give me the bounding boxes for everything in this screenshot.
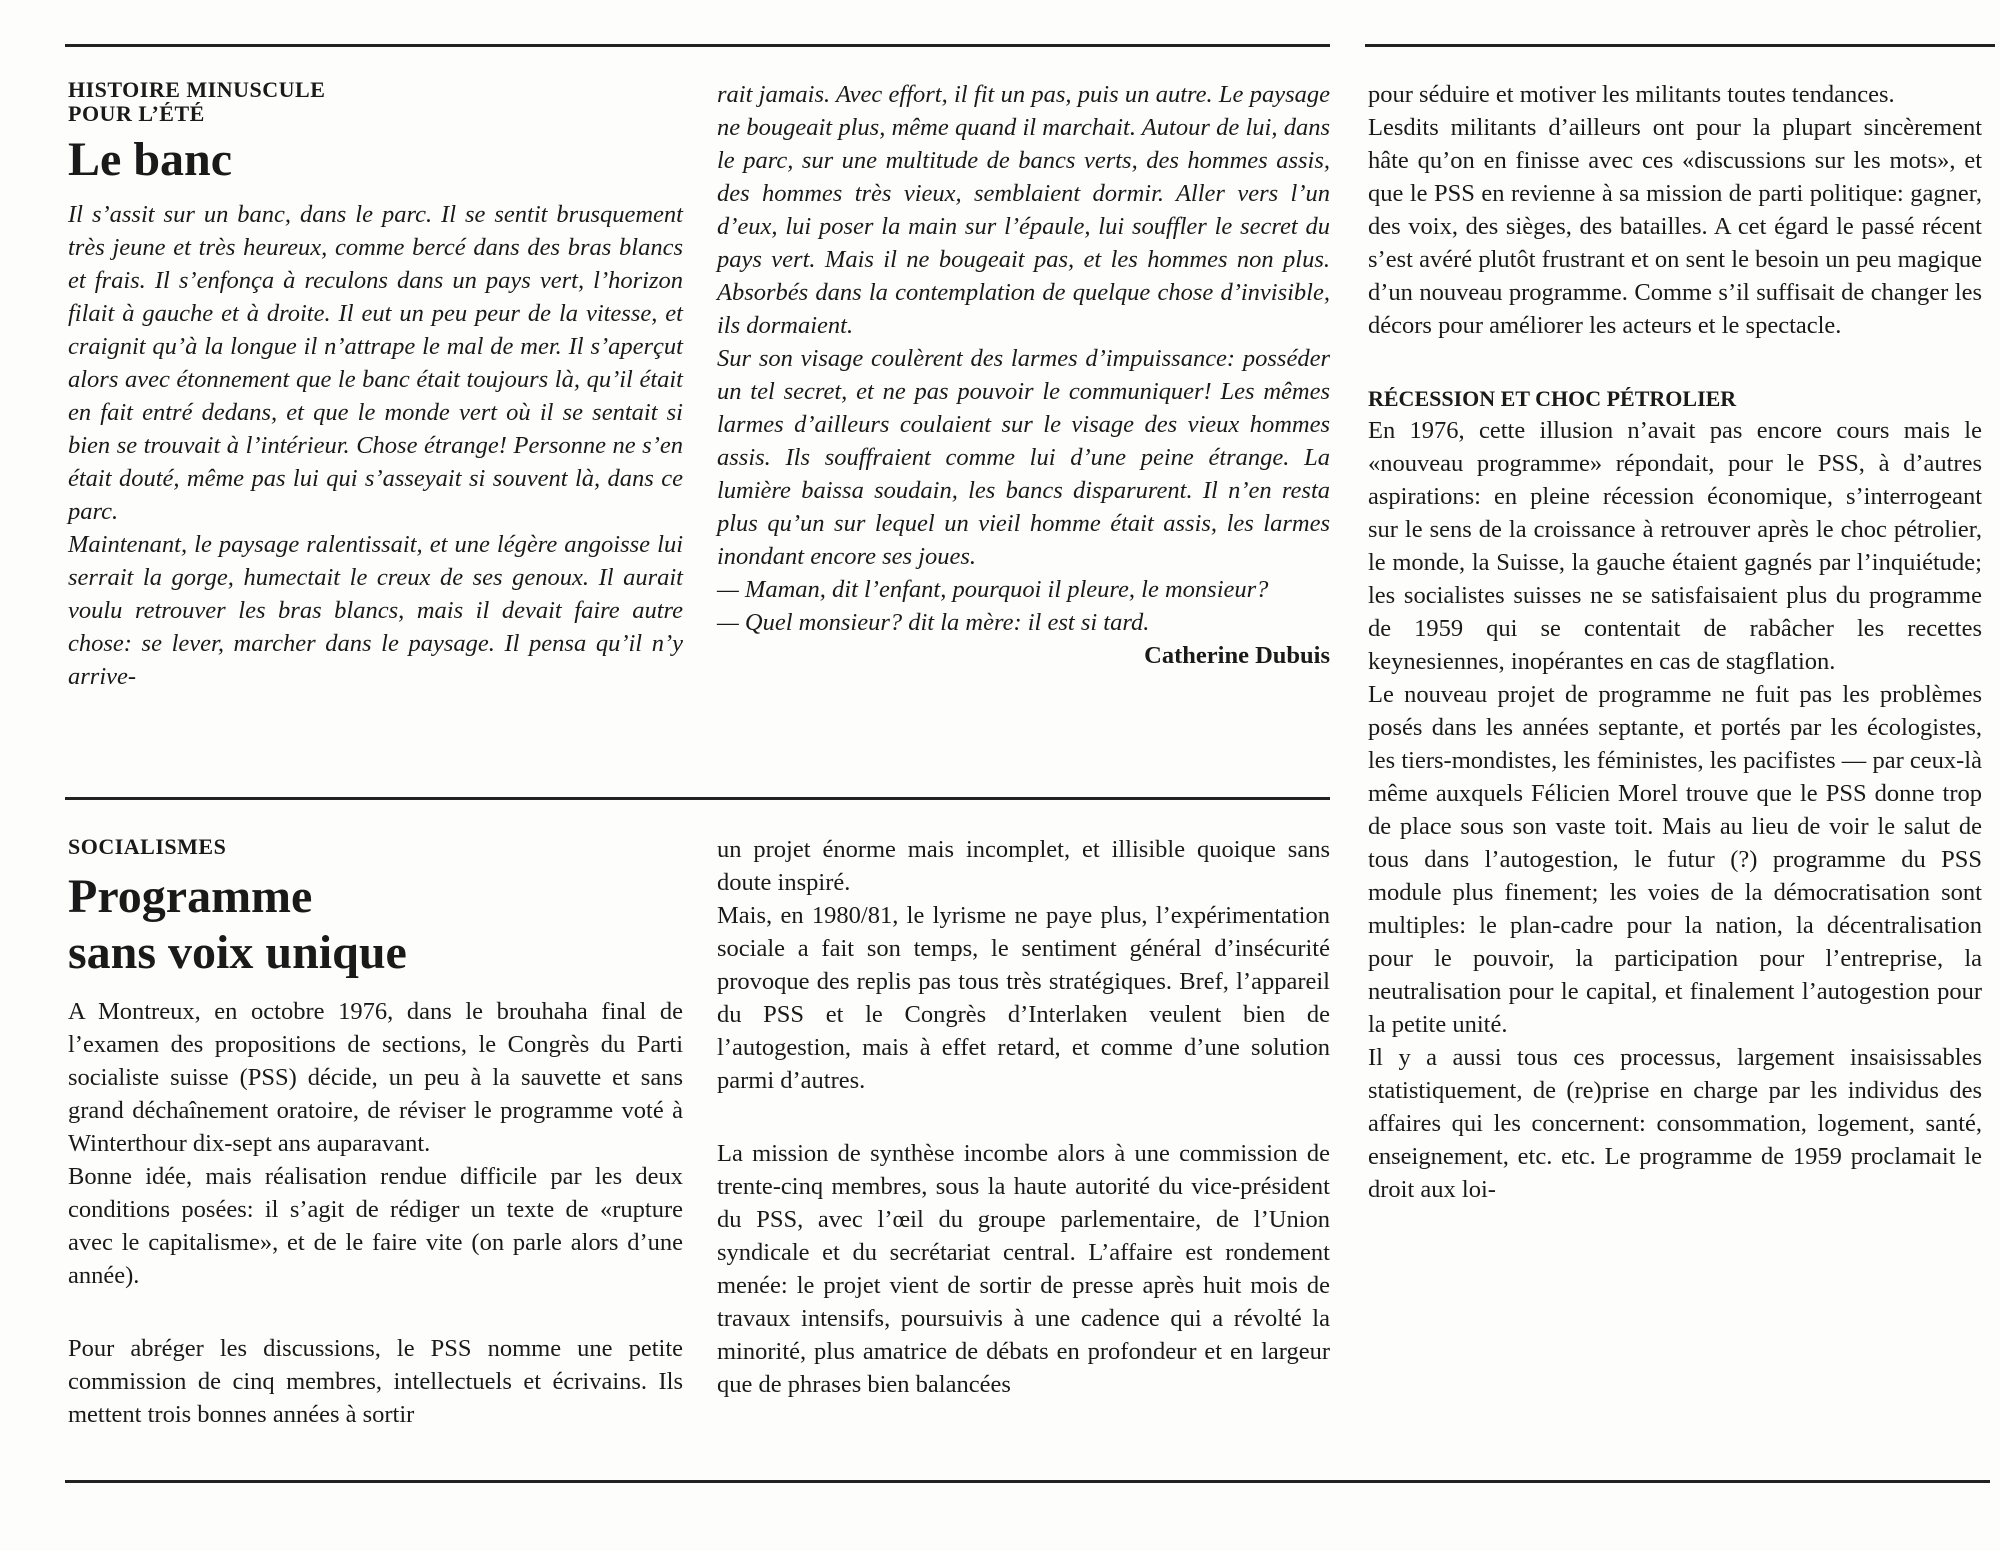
story-paragraph: Sur son visage coulèrent des larmes d’impuissance: posséder un tel secret, et ne pas pouvoir le communiquer! Les mêmes larmes d’ailleurs coulaient sur le visage des vieux hommes assis. Ils souffraient comme lui d’une peine étrange. La lumière baissa soudain, les bancs disparurent. Il n’en resta plus qu’un sur lequel un vieil homme était assis, les larmes inondant encore ses joues. <box>717 345 1330 570</box>
article-column-3 <box>1368 78 1982 1206</box>
article-paragraph: Le nouveau projet de programme ne fuit pas les problèmes posés dans les années septante, et portés par les écologistes, les tiers-mondistes, les féministes, les pacifistes — par ceux-là même auxquels Félicien Morel trouve que le PSS donne trop de place sous son vaste toit. Mais au lieu de voir le salut de tous dans l’autogestion, le futur (?) programme du PSS module plus finement; les voies de la démocratisation sont multiples: le plan-cadre pour la nation, la décentralisation pour le pouvoir, la participation pour l’entreprise, la neutralisation pour le capital, et finalement l’autogestion pour la petite unité. <box>1368 681 1982 1038</box>
top-rule-right <box>1365 44 1995 47</box>
article-paragraph: En 1976, cette illusion n’avait pas encore cours mais le «nouveau programme» répondait, pour le PSS, à d’autres aspirations: en pleine récession économique, s’interrogeant sur le sens de la croissance à retrouver après le choc pétrolier, le monde, la Suisse, la gauche étaient gagnés par l’inquiétude; les socialistes suisses ne se satisfaisaient plus du programme de 1959 qui se contentait de rabâcher les recettes keynesiennes, inopérantes en cas de stagflation. <box>1368 417 1982 675</box>
story-paragraph: Il s’assit sur un banc, dans le parc. Il se sentit brusquement très jeune et très heureux, comme bercé dans des bras blancs et frais. Il s’enfonça à reculons dans un pays vert, l’horizon filait à gauche et à droite. Il eut un peu peur de la vitesse, et craignit qu’à la longue il n’attrape le mal de mer. Il s’aperçut alors avec étonnement que le banc était toujours là, qu’il était en fait entré dedans, et que le monde vert où il se sentait si bien se trouvait à l’intérieur. Chose étrange! Personne ne s’en était douté, même pas lui qui s’asseyait si souvent là, dans ce parc. <box>68 201 683 525</box>
article-title-line1: Programme <box>68 870 313 923</box>
bottom-rule <box>65 1480 1990 1483</box>
story-paragraph: rait jamais. Avec effort, il fit un pas, puis un autre. Le paysage ne bougeait plus, même quand il marchait. Autour de lui, dans le parc, sur une multitude de bancs verts, des hommes assis, des hommes très vieux, semblaient dormir. Aller vers l’un d’eux, lui poser la main sur l’épaule, lui souffler le secret du pays vert. Mais il ne bougeait pas, et les hommes non plus. Absorbés dans la contemplation de quelque chose d’invisible, ils dormaient. <box>717 81 1330 339</box>
article-title-line2: sans voix unique <box>68 926 407 979</box>
story-column-2 <box>717 78 1330 672</box>
story-author: Catherine Dubuis <box>1144 642 1330 669</box>
story-kicker-line1: HISTOIRE MINUSCULE <box>68 77 326 102</box>
article-paragraph: Lesdits militants d’ailleurs ont pour la plupart sincèrement hâte qu’on en finisse avec ces «discussions sur les mots», et que le PSS en revienne à sa mission de parti politique: gagner, des voix, des sièges, des batailles. A cet égard le passé récent s’est avéré plutôt frustrant et on sent le besoin un peu magique d’un nouveau programme. Comme s’il suffisait de changer les décors pour améliorer les acteurs et le spectacle. <box>1368 114 1982 339</box>
article-title <box>68 869 683 981</box>
article-paragraph: pour séduire et motiver les militants toutes tendances. <box>1368 81 1895 108</box>
article-paragraph: un projet énorme mais incomplet, et illisible quoique sans doute inspiré. <box>717 836 1330 896</box>
article-subhead: RÉCESSION ET CHOC PÉTROLIER <box>1368 386 1737 411</box>
article-paragraph: Pour abréger les discussions, le PSS nomme une petite commission de cinq membres, intellectuels et écrivains. Ils mettent trois bonnes années à sortir <box>68 1335 683 1428</box>
story-paragraph: Maintenant, le paysage ralentissait, et une légère angoisse lui serrait la gorge, humectait le creux de ses genoux. Il aurait voulu retrouver les bras blancs, mais il devait faire autre chose: se lever, marcher dans le paysage. Il pensa qu’il n’y arrive- <box>68 531 683 690</box>
article-kicker: SOCIALISMES <box>68 834 227 859</box>
story-dialogue: — Quel monsieur? dit la mère: il est si tard. <box>717 609 1150 636</box>
story-kicker <box>68 78 683 126</box>
article-paragraph: A Montreux, en octobre 1976, dans le brouhaha final de l’examen des propositions de sections, le Congrès du Parti socialiste suisse (PSS) décide, un peu à la sauvette et sans grand déchaînement oratoire, de réviser le programme voté à Winterthour dix-sept ans auparavant. <box>68 998 683 1157</box>
top-rule-left <box>65 44 1330 47</box>
article-column-2 <box>717 833 1330 1401</box>
article-paragraph: Bonne idée, mais réalisation rendue difficile par les deux conditions posées: il s’agit de rédiger un texte de «rupture avec le capitalisme», et de le faire vite (on parle alors d’une année). <box>68 1163 683 1289</box>
article-column-1 <box>68 835 683 1431</box>
article-paragraph: Mais, en 1980/81, le lyrisme ne paye plus, l’expérimentation sociale a fait son temps, le sentiment général d’insécurité provoque des replis pas tous très stratégiques. Bref, l’appareil du PSS et le Congrès d’Interlaken veulent bien de l’autogestion, mais à effet retard, et comme d’une solution parmi d’autres. <box>717 902 1330 1094</box>
article-paragraph: Il y a aussi tous ces processus, largement insaisissables statistiquement, de (re)prise en charge par les individus des affaires qui les concernent: consommation, logement, santé, enseignement, etc. etc. Le programme de 1959 proclamait le droit aux loi- <box>1368 1044 1982 1203</box>
story-dialogue: — Maman, dit l’enfant, pourquoi il pleure, le monsieur? <box>717 576 1269 603</box>
story-column-1 <box>68 78 683 693</box>
story-kicker-line2: POUR L’ÉTÉ <box>68 101 205 126</box>
article-paragraph: La mission de synthèse incombe alors à une commission de trente-cinq membres, sous la haute autorité du vice-président du PSS, avec l’œil du groupe parlementaire, de l’Union syndicale et du secrétariat central. L’affaire est rondement menée: le projet vient de sortir de presse après huit mois de travaux intensifs, poursuivis à une cadence qui a révolté la minorité, plus amatrice de débats en profondeur et en largeur que de phrases bien balancées <box>717 1140 1330 1398</box>
story-title: Le banc <box>68 133 233 186</box>
middle-rule <box>65 797 1330 800</box>
